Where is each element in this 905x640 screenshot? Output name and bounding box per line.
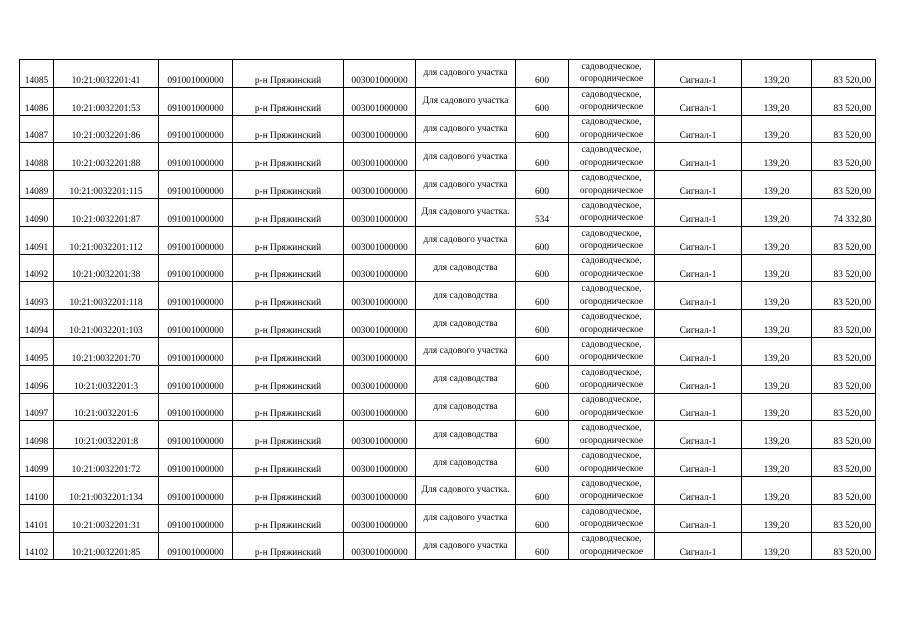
cadastral-rate-cell: 139,20 [742,421,812,449]
organization-cell: Сигнал-1 [655,282,742,310]
settlement-code-cell: 003001000000 [344,393,416,421]
row-number-cell: 14091 [20,226,54,254]
district-cell: р-н Пряжинский [233,421,344,449]
cadastral-value-cell: 83 520,00 [812,60,876,88]
district-cell: р-н Пряжинский [233,115,344,143]
table-row [20,393,876,421]
area-cell: 600 [516,310,569,338]
cadastral-value-cell: 83 520,00 [812,476,876,504]
cadastral-rate-cell: 139,20 [742,226,812,254]
district-cell: р-н Пряжинский [233,449,344,477]
permitted-use-cell: для садового участка [416,143,516,171]
settlement-code-cell: 003001000000 [344,87,416,115]
area-cell: 600 [516,143,569,171]
okato-code-cell: 091001000000 [159,87,233,115]
organization-cell: Сигнал-1 [655,476,742,504]
cadastral-number-cell: 10:21:0032201:53 [54,87,159,115]
okato-code-cell: 091001000000 [159,337,233,365]
cadastral-rate-cell: 139,20 [742,87,812,115]
use-category-cell: садоводческое, огородническое [569,532,655,560]
settlement-code-cell: 003001000000 [344,421,416,449]
cadastral-rate-cell: 139,20 [742,282,812,310]
table-row [20,282,876,310]
permitted-use-cell: для садоводства [416,449,516,477]
use-category-cell: садоводческое, огородническое [569,282,655,310]
settlement-code-cell: 003001000000 [344,254,416,282]
cadastral-number-cell: 10:21:0032201:85 [54,532,159,560]
use-category-cell: садоводческое, огородническое [569,143,655,171]
table-row [20,532,876,560]
settlement-code-cell: 003001000000 [344,532,416,560]
cadastral-rate-cell: 139,20 [742,198,812,226]
cadastral-number-cell: 10:21:0032201:118 [54,282,159,310]
organization-cell: Сигнал-1 [655,198,742,226]
cadastral-value-cell: 83 520,00 [812,337,876,365]
cadastral-value-cell: 83 520,00 [812,421,876,449]
cadastral-number-cell: 10:21:0032201:134 [54,476,159,504]
area-cell: 600 [516,532,569,560]
settlement-code-cell: 003001000000 [344,310,416,338]
row-number-cell: 14101 [20,504,54,532]
permitted-use-cell: для садоводства [416,282,516,310]
settlement-code-cell: 003001000000 [344,115,416,143]
permitted-use-cell: Для садового участка. [416,198,516,226]
cadastral-rate-cell: 139,20 [742,504,812,532]
district-cell: р-н Пряжинский [233,532,344,560]
area-cell: 600 [516,282,569,310]
cadastral-value-cell: 83 520,00 [812,393,876,421]
settlement-code-cell: 003001000000 [344,504,416,532]
cadastral-value-cell: 83 520,00 [812,87,876,115]
table-row [20,198,876,226]
cadastral-rate-cell: 139,20 [742,143,812,171]
cadastral-rate-cell: 139,20 [742,310,812,338]
row-number-cell: 14087 [20,115,54,143]
okato-code-cell: 091001000000 [159,226,233,254]
use-category-cell: садоводческое, огородническое [569,504,655,532]
cadastral-value-cell: 74 332,80 [812,198,876,226]
settlement-code-cell: 003001000000 [344,449,416,477]
area-cell: 600 [516,504,569,532]
permitted-use-cell: для садоводства [416,365,516,393]
organization-cell: Сигнал-1 [655,532,742,560]
area-cell: 534 [516,198,569,226]
cadastral-rate-cell: 139,20 [742,476,812,504]
area-cell: 600 [516,226,569,254]
okato-code-cell: 091001000000 [159,532,233,560]
cadastral-rate-cell: 139,20 [742,115,812,143]
use-category-cell: садоводческое, огородническое [569,226,655,254]
organization-cell: Сигнал-1 [655,60,742,88]
district-cell: р-н Пряжинский [233,60,344,88]
permitted-use-cell: для садового участка [416,171,516,199]
organization-cell: Сигнал-1 [655,143,742,171]
cadastral-rate-cell: 139,20 [742,254,812,282]
area-cell: 600 [516,337,569,365]
land-plots-table [19,59,876,560]
cadastral-number-cell: 10:21:0032201:103 [54,310,159,338]
table-row [20,171,876,199]
row-number-cell: 14099 [20,449,54,477]
permitted-use-cell: для садоводства [416,310,516,338]
organization-cell: Сигнал-1 [655,421,742,449]
table-row [20,310,876,338]
cadastral-rate-cell: 139,20 [742,337,812,365]
table-row [20,87,876,115]
okato-code-cell: 091001000000 [159,449,233,477]
permitted-use-cell: для садового участка [416,504,516,532]
use-category-cell: садоводческое, огородническое [569,449,655,477]
area-cell: 600 [516,115,569,143]
row-number-cell: 14097 [20,393,54,421]
row-number-cell: 14102 [20,532,54,560]
settlement-code-cell: 003001000000 [344,365,416,393]
table-row [20,421,876,449]
organization-cell: Сигнал-1 [655,226,742,254]
area-cell: 600 [516,171,569,199]
organization-cell: Сигнал-1 [655,337,742,365]
cadastral-number-cell: 10:21:0032201:41 [54,60,159,88]
area-cell: 600 [516,476,569,504]
cadastral-value-cell: 83 520,00 [812,310,876,338]
cadastral-value-cell: 83 520,00 [812,449,876,477]
organization-cell: Сигнал-1 [655,171,742,199]
district-cell: р-н Пряжинский [233,393,344,421]
row-number-cell: 14098 [20,421,54,449]
cadastral-number-cell: 10:21:0032201:87 [54,198,159,226]
row-number-cell: 14089 [20,171,54,199]
district-cell: р-н Пряжинский [233,254,344,282]
cadastral-number-cell: 10:21:0032201:31 [54,504,159,532]
use-category-cell: садоводческое, огородническое [569,476,655,504]
table-row [20,504,876,532]
table-row [20,365,876,393]
settlement-code-cell: 003001000000 [344,476,416,504]
row-number-cell: 14096 [20,365,54,393]
permitted-use-cell: Для садового участка [416,87,516,115]
organization-cell: Сигнал-1 [655,115,742,143]
organization-cell: Сигнал-1 [655,310,742,338]
cadastral-rate-cell: 139,20 [742,365,812,393]
area-cell: 600 [516,254,569,282]
use-category-cell: садоводческое, огородническое [569,198,655,226]
cadastral-value-cell: 83 520,00 [812,532,876,560]
district-cell: р-н Пряжинский [233,504,344,532]
use-category-cell: садоводческое, огородническое [569,421,655,449]
cadastral-value-cell: 83 520,00 [812,365,876,393]
table-row [20,254,876,282]
cadastral-value-cell: 83 520,00 [812,226,876,254]
cadastral-value-cell: 83 520,00 [812,171,876,199]
district-cell: р-н Пряжинский [233,476,344,504]
settlement-code-cell: 003001000000 [344,143,416,171]
cadastral-number-cell: 10:21:0032201:86 [54,115,159,143]
permitted-use-cell: для садового участка [416,60,516,88]
table-row [20,115,876,143]
permitted-use-cell: для садоводства [416,393,516,421]
okato-code-cell: 091001000000 [159,254,233,282]
okato-code-cell: 091001000000 [159,60,233,88]
cadastral-number-cell: 10:21:0032201:6 [54,393,159,421]
cadastral-number-cell: 10:21:0032201:38 [54,254,159,282]
use-category-cell: садоводческое, огородническое [569,115,655,143]
district-cell: р-н Пряжинский [233,226,344,254]
settlement-code-cell: 003001000000 [344,337,416,365]
cadastral-number-cell: 10:21:0032201:112 [54,226,159,254]
permitted-use-cell: для садоводства [416,254,516,282]
organization-cell: Сигнал-1 [655,365,742,393]
row-number-cell: 14100 [20,476,54,504]
permitted-use-cell: для садового участка [416,532,516,560]
cadastral-value-cell: 83 520,00 [812,254,876,282]
district-cell: р-н Пряжинский [233,337,344,365]
okato-code-cell: 091001000000 [159,198,233,226]
organization-cell: Сигнал-1 [655,87,742,115]
district-cell: р-н Пряжинский [233,365,344,393]
okato-code-cell: 091001000000 [159,171,233,199]
okato-code-cell: 091001000000 [159,115,233,143]
row-number-cell: 14095 [20,337,54,365]
organization-cell: Сигнал-1 [655,254,742,282]
table-row [20,476,876,504]
organization-cell: Сигнал-1 [655,449,742,477]
permitted-use-cell: для садового участка [416,226,516,254]
cadastral-rate-cell: 139,20 [742,393,812,421]
cadastral-value-cell: 83 520,00 [812,115,876,143]
area-cell: 600 [516,393,569,421]
okato-code-cell: 091001000000 [159,143,233,171]
okato-code-cell: 091001000000 [159,365,233,393]
okato-code-cell: 091001000000 [159,504,233,532]
okato-code-cell: 091001000000 [159,282,233,310]
table-row [20,60,876,88]
area-cell: 600 [516,60,569,88]
settlement-code-cell: 003001000000 [344,198,416,226]
district-cell: р-н Пряжинский [233,171,344,199]
area-cell: 600 [516,421,569,449]
cadastral-number-cell: 10:21:0032201:3 [54,365,159,393]
permitted-use-cell: для садового участка [416,337,516,365]
row-number-cell: 14088 [20,143,54,171]
table-body [20,60,876,560]
cadastral-value-cell: 83 520,00 [812,504,876,532]
table-row [20,226,876,254]
cadastral-number-cell: 10:21:0032201:72 [54,449,159,477]
okato-code-cell: 091001000000 [159,310,233,338]
use-category-cell: садоводческое, огородническое [569,337,655,365]
row-number-cell: 14086 [20,87,54,115]
use-category-cell: садоводческое, огородническое [569,310,655,338]
settlement-code-cell: 003001000000 [344,171,416,199]
okato-code-cell: 091001000000 [159,393,233,421]
area-cell: 600 [516,365,569,393]
district-cell: р-н Пряжинский [233,143,344,171]
organization-cell: Сигнал-1 [655,393,742,421]
cadastral-value-cell: 83 520,00 [812,282,876,310]
permitted-use-cell: Для садового участка. [416,476,516,504]
district-cell: р-н Пряжинский [233,87,344,115]
table-row [20,449,876,477]
district-cell: р-н Пряжинский [233,198,344,226]
cadastral-number-cell: 10:21:0032201:115 [54,171,159,199]
use-category-cell: садоводческое, огородническое [569,87,655,115]
okato-code-cell: 091001000000 [159,476,233,504]
cadastral-rate-cell: 139,20 [742,449,812,477]
okato-code-cell: 091001000000 [159,421,233,449]
use-category-cell: садоводческое, огородническое [569,171,655,199]
district-cell: р-н Пряжинский [233,282,344,310]
cadastral-rate-cell: 139,20 [742,60,812,88]
cadastral-rate-cell: 139,20 [742,171,812,199]
settlement-code-cell: 003001000000 [344,226,416,254]
settlement-code-cell: 003001000000 [344,282,416,310]
organization-cell: Сигнал-1 [655,504,742,532]
district-cell: р-н Пряжинский [233,310,344,338]
area-cell: 600 [516,449,569,477]
row-number-cell: 14093 [20,282,54,310]
cadastral-number-cell: 10:21:0032201:70 [54,337,159,365]
row-number-cell: 14092 [20,254,54,282]
use-category-cell: садоводческое, огородническое [569,393,655,421]
settlement-code-cell: 003001000000 [344,60,416,88]
table-row [20,337,876,365]
row-number-cell: 14094 [20,310,54,338]
permitted-use-cell: для садового участка [416,115,516,143]
cadastral-number-cell: 10:21:0032201:8 [54,421,159,449]
table-row [20,143,876,171]
use-category-cell: садоводческое, огородническое [569,60,655,88]
cadastral-rate-cell: 139,20 [742,532,812,560]
use-category-cell: садоводческое, огородническое [569,254,655,282]
cadastral-number-cell: 10:21:0032201:88 [54,143,159,171]
permitted-use-cell: для садоводства [416,421,516,449]
cadastral-value-cell: 83 520,00 [812,143,876,171]
row-number-cell: 14090 [20,198,54,226]
area-cell: 600 [516,87,569,115]
row-number-cell: 14085 [20,60,54,88]
use-category-cell: садоводческое, огородническое [569,365,655,393]
